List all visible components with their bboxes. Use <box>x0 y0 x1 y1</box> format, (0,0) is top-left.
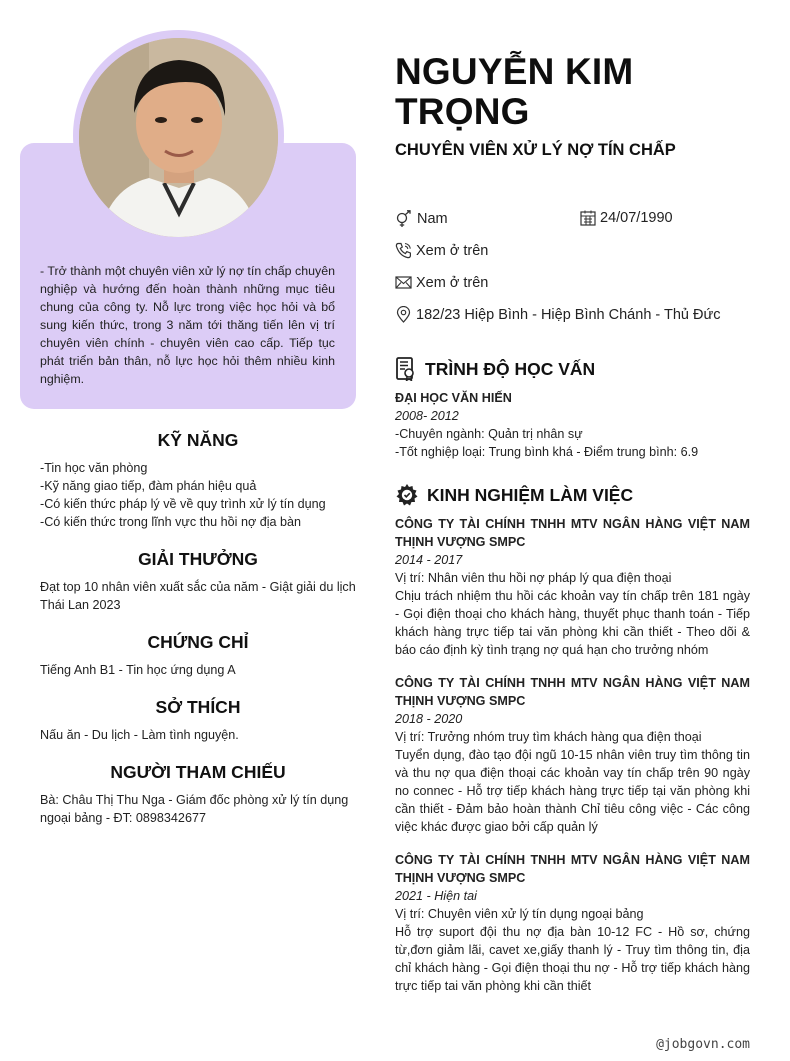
gear-badge-icon <box>395 483 419 507</box>
company-name: CÔNG TY TÀI CHÍNH TNHH MTV NGÂN HÀNG VIỆT NAM THỊNH VƯỢNG SMPC <box>395 517 750 549</box>
profile-photo-icon <box>79 38 278 237</box>
job-position: Vị trí: Trưởng nhóm truy tìm khách hàng qua điện thoại <box>395 730 702 744</box>
awards-text: Đạt top 10 nhân viên xuất sắc của năm - Giật giải du lịch Thái Lan 2023 <box>40 580 356 612</box>
address-row <box>395 306 720 323</box>
candidate-name: NGUYỄN KIM TRỌNG <box>395 51 634 132</box>
education-title: TRÌNH ĐỘ HỌC VẤN <box>425 358 596 379</box>
certificates-text: Tiếng Anh B1 - Tin học ứng dụng A <box>40 663 236 677</box>
phone-row <box>395 242 488 259</box>
awards-title: GIẢI THƯỞNG <box>138 549 258 569</box>
gender-row <box>395 210 448 228</box>
company-name: CÔNG TY TÀI CHÍNH TNHH MTV NGÂN HÀNG VIỆT NAM THỊNH VƯỢNG SMPC <box>395 853 750 885</box>
education-heading <box>395 357 595 381</box>
references-title: NGƯỜI THAM CHIẾU <box>110 762 286 782</box>
experience-heading <box>395 483 633 507</box>
location-pin-icon <box>395 306 412 323</box>
job-period: 2021 - Hiện tai <box>395 889 477 903</box>
job-position: Vị trí: Nhân viên thu hồi nợ pháp lý qua điện thoại <box>395 571 672 585</box>
skills-title: KỸ NĂNG <box>157 430 239 450</box>
gender-value: Nam <box>417 211 448 227</box>
job-description: Chịu trách nhiệm thu hồi các khoản vay tín chấp trên 181 ngày - Gọi điện thoại cho khách hàng, thuyết phục thanh toán - Tiếp khách hàng trực tiếp tai văn phòng khi cần thiết - Theo dõi & báo cáo định kỳ tình trạng nợ quá hạn cho trưởng nhóm <box>395 589 750 657</box>
birthday-value: 24/07/1990 <box>600 210 673 226</box>
hobbies-text: Nấu ăn - Du lịch - Làm tình nguyện. <box>40 728 239 742</box>
awards-section <box>40 549 356 614</box>
certificates-section <box>40 632 356 679</box>
references-section <box>40 762 356 827</box>
skill-item: -Kỹ năng giao tiếp, đàm phán hiệu quả <box>40 479 257 493</box>
company-name: CÔNG TY TÀI CHÍNH TNHH MTV NGÂN HÀNG VIỆT NAM THỊNH VƯỢNG SMPC <box>395 676 750 708</box>
birthday-row <box>580 210 673 226</box>
address-value: 182/23 Hiệp Bình - Hiệp Bình Chánh - Thủ Đức <box>416 306 721 323</box>
references-text: Bà: Châu Thị Thu Nga - Giám đốc phòng xử lý tín dụng ngoại bảng - ĐT: 0898342677 <box>40 793 349 825</box>
education-grade: -Tốt nghiệp loại: Trung bình khá - Điểm trung bình: 6.9 <box>395 445 699 459</box>
phone-value: Xem ở trên <box>416 242 489 259</box>
email-icon <box>395 274 412 291</box>
calendar-icon <box>580 210 596 226</box>
job-position: Vị trí: Chuyên viên xử lý tín dụng ngoại bảng <box>395 907 644 921</box>
phone-icon <box>395 242 412 259</box>
experience-entry-2 <box>395 674 750 836</box>
hobbies-section <box>40 697 356 744</box>
email-row <box>395 274 488 291</box>
job-description: Tuyển dụng, đào tạo đội ngũ 10-15 nhân viên truy tìm thông tin và thu nợ qua điện thoại các khoản vay tín chấp trên 90 ngày no connec - Hỗ trợ tiếp khách hàng trực tiếp tại văn phòng khi cần thiết - Đảm bảo hoàn thành Chỉ tiêu công việc - Các công việc khác được giao bởi cấp quản lý <box>395 748 750 834</box>
experience-title: KINH NGHIỆM LÀM VIỆC <box>427 484 634 505</box>
job-period: 2014 - 2017 <box>395 553 463 567</box>
certificates-title: CHỨNG CHỈ <box>147 632 249 652</box>
experience-entry-3 <box>395 851 750 995</box>
job-description: Hỗ trợ suport đội thu nợ địa bàn 10-12 FC - Hồ sơ, chứng từ,đơn giảm lãi, cavet xe,giấy thanh lý - Truy tìm thông tin, địa chỉ khách hàng - Gọi điện thoại thu nợ - Hỗ trợ tiếp khách hàng trực tiếp tai văn phòng khi cần thiết <box>395 925 750 993</box>
skills-section <box>40 430 356 531</box>
education-period: 2008- 2012 <box>395 409 459 423</box>
job-period: 2018 - 2020 <box>395 712 463 726</box>
job-title: CHUYÊN VIÊN XỬ LÝ NỢ TÍN CHẤP <box>395 141 676 159</box>
hobbies-title: SỞ THÍCH <box>155 697 241 717</box>
experience-entry-1 <box>395 515 750 659</box>
education-major: -Chuyên ngành: Quản trị nhân sự <box>395 427 583 441</box>
skill-item: -Có kiến thức pháp lý về về quy trình xử lý tín dụng <box>40 497 326 511</box>
skill-item: -Có kiến thức trong lĩnh vực thu hồi nợ địa bàn <box>40 515 302 529</box>
site-watermark: @jobgovn.com <box>656 1037 750 1052</box>
gender-icon <box>395 210 413 228</box>
email-value: Xem ở trên <box>416 274 489 291</box>
certificate-icon <box>395 357 417 381</box>
school-name: ĐẠI HỌC VĂN HIẾN <box>395 391 512 405</box>
career-objective: - Trở thành một chuyên viên xử lý nợ tín chấp chuyên nghiệp và hướng đến hoàn thành những mục tiêu chung của công ty. Nỗ lực trong việc học hỏi và bổ sung kiến thức, trong 3 năm tới thăng tiến lên vị trí chuyên viên chính - chuyên viên cao cấp. Tiếp tục phát triển bản thân, nỗ lực học hỏi thêm nhiều kinh nghiệm. <box>40 264 335 386</box>
education-entry <box>395 389 750 461</box>
avatar <box>79 38 278 237</box>
skill-item: -Tin học văn phòng <box>40 461 148 475</box>
